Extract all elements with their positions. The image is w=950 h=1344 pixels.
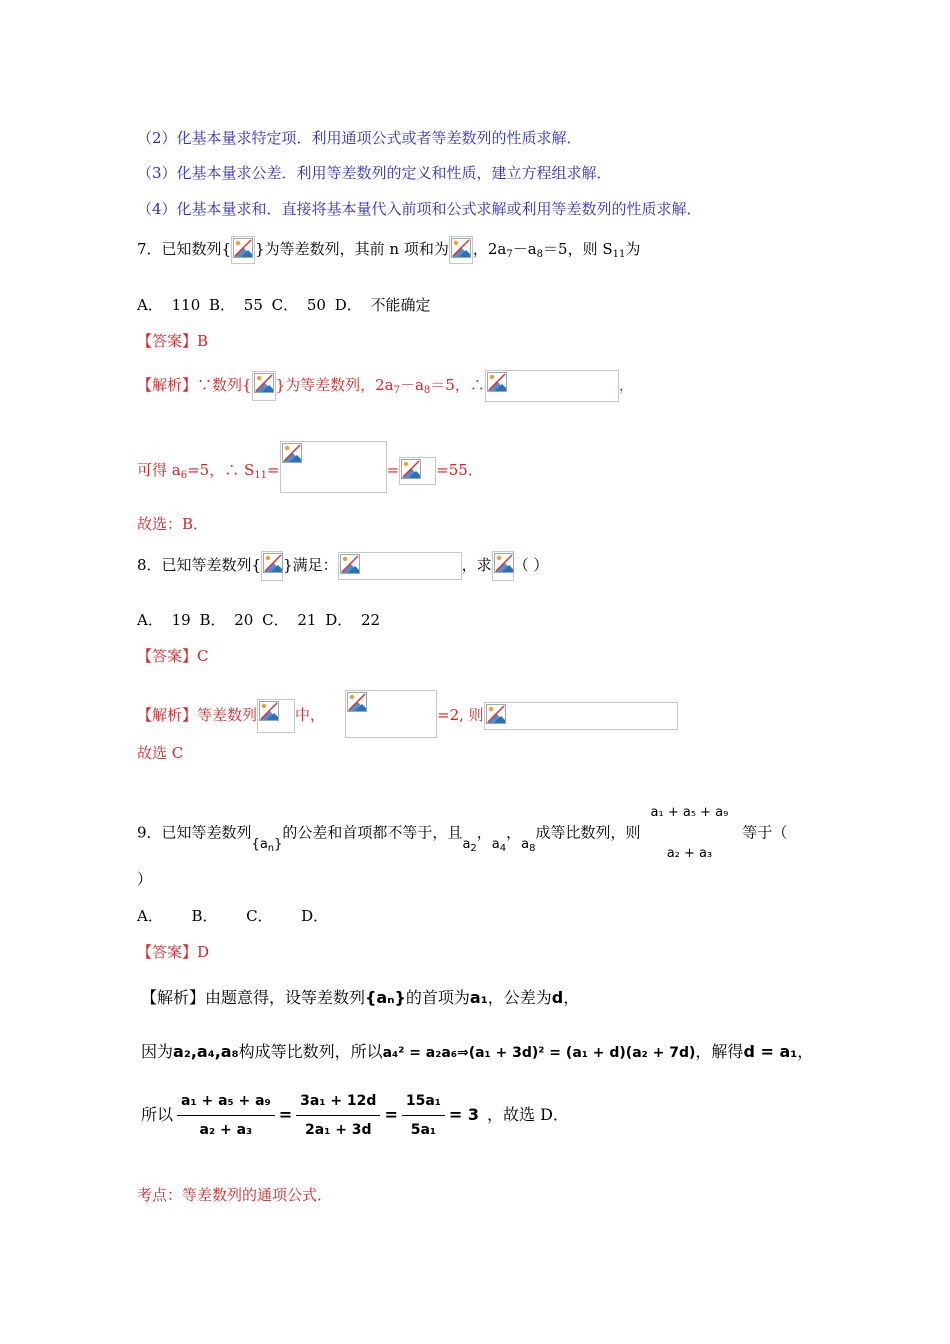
q9-exp2-a: 因为 xyxy=(141,1042,174,1061)
q9-eq2: = xyxy=(384,1105,398,1124)
q7-exp1-a: 【解析】∵数列{ xyxy=(137,376,252,394)
subscript: 11 xyxy=(254,470,267,481)
q7-stem-p6: 为 xyxy=(625,240,641,258)
q8-stem-p3: ，求 xyxy=(461,556,492,574)
broken-image-icon xyxy=(257,699,295,733)
q8-choose: 故选 C xyxy=(137,744,184,762)
q9-exp2-res: d = a₁ xyxy=(743,1042,798,1061)
q9-f3-den: 5a₁ xyxy=(410,1122,437,1138)
q9-close-paren: ） xyxy=(137,870,153,888)
q9-options: A． B． C． D． xyxy=(137,907,329,925)
broken-image-icon xyxy=(345,690,437,738)
q9-explanation-line3 xyxy=(141,1090,569,1141)
q7-exp1-e: ， xyxy=(618,376,634,394)
q7-stem xyxy=(137,236,640,265)
q9-fraction xyxy=(647,803,733,864)
q9-stem xyxy=(137,803,787,864)
q9-f2-den: 2a₁ + 3d xyxy=(305,1122,372,1138)
broken-image-icon xyxy=(261,551,283,581)
broken-image-icon xyxy=(485,370,619,402)
q7-explanation-line2 xyxy=(137,441,483,493)
q9-a4-a: a xyxy=(491,836,500,852)
q9-f3-num: 15a₁ xyxy=(402,1090,445,1116)
subscript: 8 xyxy=(529,842,536,854)
subscript: 6 xyxy=(180,470,188,481)
q9-fraction-1 xyxy=(177,1090,275,1141)
q7-exp1-c: －a xyxy=(399,376,424,394)
q9-f1-num: a₁ + a₅ + a₉ xyxy=(177,1090,275,1116)
q9-stem-p1: 9．已知等差数列 xyxy=(137,823,252,842)
q9-a8-a: a xyxy=(521,836,530,852)
broken-image-icon xyxy=(252,371,276,401)
q8-stem-p1: 8．已知等差数列{ xyxy=(137,556,262,574)
subscript: 4 xyxy=(499,842,507,854)
q7-exp2-e: =55． xyxy=(436,461,483,479)
subscript: 8 xyxy=(423,385,431,396)
subscript: n xyxy=(267,842,275,854)
q7-answer: 【答案】B xyxy=(137,332,209,350)
q9-stem-p4: 等于（ xyxy=(742,823,788,842)
q9-exp1-a: 【解析】由题意得，设等差数列 xyxy=(141,988,366,1007)
q9-exp1-a1: a₁ xyxy=(469,988,488,1007)
q9-exp1-seq: {aₙ} xyxy=(365,988,406,1007)
q7-exp1-b: }为等差数列，2a xyxy=(275,376,394,394)
q9-explanation-line1 xyxy=(141,988,579,1008)
broken-image-icon xyxy=(484,702,678,730)
q9-exp1-d: d xyxy=(551,988,564,1007)
q9-a2-a: a xyxy=(462,836,471,852)
broken-image-icon xyxy=(449,236,473,264)
broken-image-icon xyxy=(338,552,462,580)
q9-exp2-terms: a₂,a₄,a₈ xyxy=(173,1042,239,1061)
q7-stem-p5: ＝5，则 S xyxy=(543,240,613,258)
q9-explanation-line2 xyxy=(141,1042,813,1063)
q9-f1-den: a₂ + a₃ xyxy=(199,1122,253,1138)
q8-stem-p2: }满足： xyxy=(283,556,338,574)
q9-answer: 【答案】D xyxy=(137,943,210,961)
q8-options: A． 19 B． 20 C． 21 D． 22 xyxy=(137,611,381,629)
q7-stem-p3: ，2a xyxy=(472,240,507,258)
q8-answer: 【答案】C xyxy=(137,647,209,665)
comma: ， xyxy=(476,823,492,842)
method-line-2: （2）化基本量求特定项．利用通项公式或者等差数列的性质求解． xyxy=(137,129,582,147)
subscript: 8 xyxy=(536,249,544,260)
q9-seq-a: {a xyxy=(251,836,268,852)
q7-options: A． 110 B． 55 C． 50 D． 不能确定 xyxy=(137,296,431,314)
q9-kaodian: 考点：等差数列的通项公式． xyxy=(137,1186,333,1204)
subscript: 7 xyxy=(506,249,513,260)
q9-eq3: = 3 xyxy=(448,1105,480,1124)
q9-seq-end: } xyxy=(274,836,283,852)
q9-seq xyxy=(252,837,283,852)
subscript: 11 xyxy=(612,249,626,260)
q9-eq1: = xyxy=(278,1105,293,1124)
q9-exp1-e: ， xyxy=(563,988,580,1007)
q9-stem-p3: 成等比数列，则 xyxy=(535,823,641,842)
subscript: 2 xyxy=(470,842,477,854)
q8-stem xyxy=(137,551,548,581)
q9-a8 xyxy=(521,837,535,852)
q9-exp3-a: 所以 xyxy=(141,1105,174,1124)
q9-a4 xyxy=(492,837,506,852)
q7-stem-p2: }为等差数列，其前 n 项和为 xyxy=(255,240,449,258)
q9-exp3-b: ，故选 D． xyxy=(487,1105,569,1124)
q9-fraction-3 xyxy=(402,1090,445,1141)
q9-frac-den: a₂ + a₃ xyxy=(666,846,713,861)
q7-choose: 故选：B． xyxy=(137,515,209,533)
subscript: 7 xyxy=(393,385,400,396)
q9-exp2-c: ，解得 xyxy=(695,1042,744,1061)
q9-exp2-eq: a₄² = a₂a₆⇒(a₁ + 3d)² = (a₁ + d)(a₂ + 7d) xyxy=(382,1045,696,1061)
q7-exp2-c: = xyxy=(266,461,280,479)
broken-image-icon xyxy=(492,551,514,581)
method-line-3: （3）化基本量求公差．利用等差数列的定义和性质，建立方程组求解． xyxy=(137,164,612,182)
q8-stem-p4: （ ） xyxy=(513,556,549,574)
q9-exp2-d: ， xyxy=(797,1042,814,1061)
q7-exp2-b: =5，∴ S xyxy=(187,461,255,479)
q9-exp1-b: 的首项为 xyxy=(405,988,470,1007)
q7-exp1-d: ＝5，∴ xyxy=(430,376,485,394)
q9-a2 xyxy=(462,837,476,852)
comma: ， xyxy=(506,823,522,842)
q8-exp-c: =2, 则 xyxy=(437,706,484,724)
q7-stem-p1: 7．已知数列{ xyxy=(137,240,232,258)
q7-stem-p4: －a xyxy=(512,240,537,258)
q9-frac-num: a₁ + a₅ + a₉ xyxy=(650,805,729,820)
method-line-4: （4）化基本量求和．直接将基本量代入前项和公式求解或利用等差数列的性质求解． xyxy=(137,200,702,218)
q9-stem-p2: 的公差和首项都不等于，且 xyxy=(282,823,463,842)
q7-exp2-a: 可得 a xyxy=(137,461,181,479)
q9-f2-num: 3a₁ + 12d xyxy=(296,1090,380,1116)
q8-exp-a: 【解析】等差数列 xyxy=(137,706,258,724)
broken-image-icon xyxy=(231,236,255,264)
q8-exp-b: 中， xyxy=(295,706,326,724)
broken-image-icon xyxy=(399,457,436,485)
broken-image-icon xyxy=(280,441,387,493)
q7-explanation-line1 xyxy=(137,370,634,402)
q9-exp2-b: 构成等比数列，所以 xyxy=(238,1042,383,1061)
q7-exp2-d: = xyxy=(386,461,400,479)
q8-explanation xyxy=(137,690,678,738)
q9-exp1-c: ，公差为 xyxy=(487,988,552,1007)
q9-fraction-2 xyxy=(296,1090,380,1141)
